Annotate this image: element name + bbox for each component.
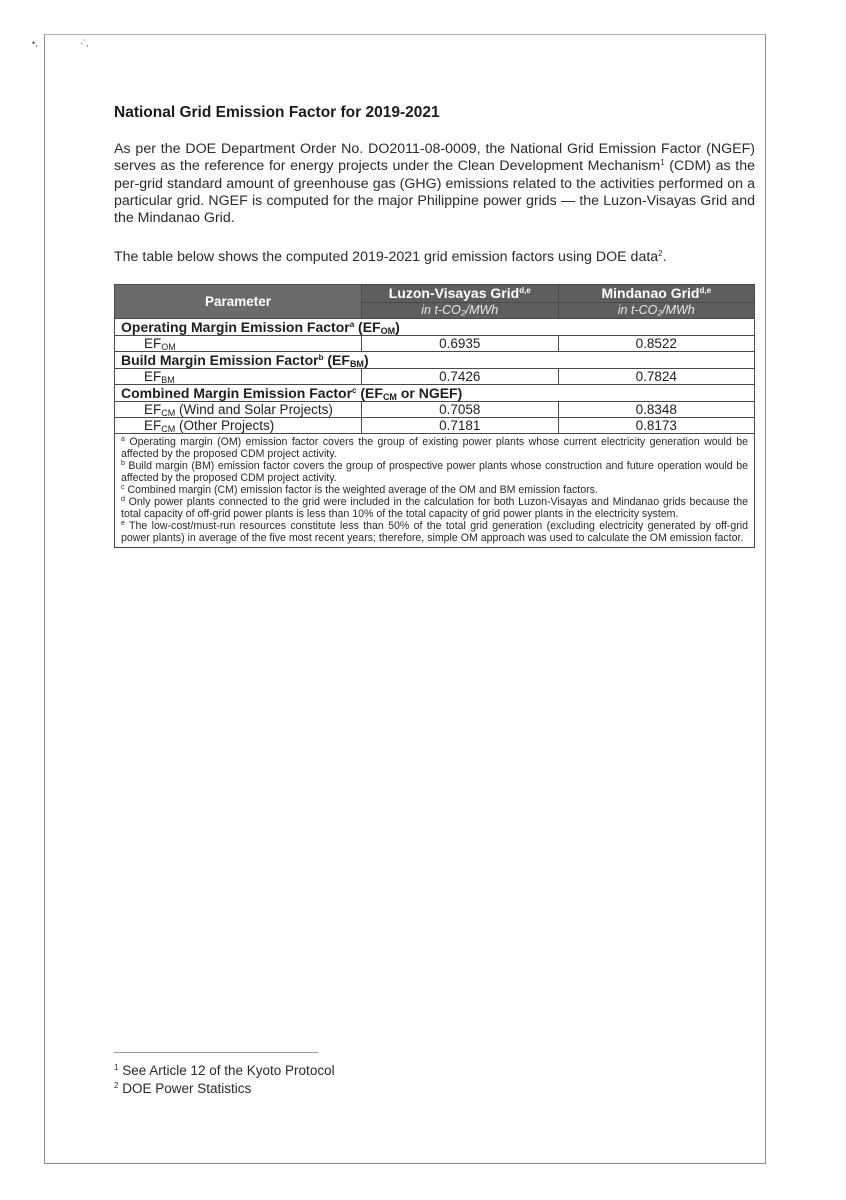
section-row-bm: [115, 352, 755, 369]
grid-name: Luzon-Visayas Grid: [388, 285, 520, 301]
footnote-ref-2: 2: [658, 249, 663, 258]
row-label-ef-om: [115, 336, 362, 352]
header-mindanao: [558, 285, 755, 303]
section-sup: c: [352, 385, 357, 395]
section-paren-open: (EF: [354, 318, 381, 335]
value-mn-cm-ws: 0.8348: [558, 402, 755, 418]
footnote-1: [114, 1063, 335, 1078]
section-title-om: [115, 319, 755, 336]
section-paren-open: (EF: [356, 384, 383, 401]
note-d: [121, 496, 748, 520]
table-row: [115, 418, 755, 434]
section-paren-close: ): [395, 318, 400, 335]
table-intro-end: .: [662, 249, 667, 265]
ef-sub: CM: [161, 408, 176, 418]
note-text: The low-cost/must-run resources constitute less than 50% of the total grid generation (excluding electricity generated by off-grid power plants) in average of the five most recent years; therefore, simple OM approach was used to calculate the OM emission factor.: [121, 520, 748, 544]
section-paren-close: ): [363, 351, 369, 368]
header-parameter: Parameter: [115, 285, 362, 319]
footnote-divider: [114, 1052, 318, 1053]
ef-text: EF: [144, 369, 162, 384]
section-paren-close: or NGEF): [396, 384, 463, 401]
note-a: [121, 436, 748, 460]
note-text: Combined margin (CM) emission factor is the weighted average of the OM and BM emission factors.: [124, 484, 598, 496]
note-text: Build margin (BM) emission factor covers the group of prospective power plants whose construction and future operation would be affected by the proposed CDM project activity.: [121, 460, 748, 484]
ef-suffix: (Other Projects): [175, 418, 275, 433]
grid-name: Mindanao Grid: [601, 285, 700, 301]
emission-factor-table: [114, 284, 755, 548]
ef-text: EF: [144, 418, 162, 433]
intro-text-1: As per the DOE Department Order No. DO2011-08-0009, the National Grid Emission Factor (NGEF) serves as the reference for energy projects under the Clean Development Mechanism: [114, 141, 755, 175]
note-mark: c: [121, 484, 125, 491]
note-c: [121, 484, 748, 496]
header-luzon-visayas: [362, 285, 559, 303]
table-row: [115, 369, 755, 385]
section-title-text: Build Margin Emission Factor: [121, 351, 319, 368]
scan-artifact: ·ʾ,: [80, 38, 89, 48]
table-intro-paragraph: [114, 249, 755, 266]
footnote-text: DOE Power Statistics: [118, 1081, 252, 1096]
footnote-2: [114, 1081, 251, 1096]
table-row: [115, 402, 755, 418]
value-lv-bm: 0.7426: [362, 369, 559, 385]
value-lv-om: 0.6935: [362, 336, 559, 352]
note-text: Operating margin (OM) emission factor covers the group of existing power plants whose current electricity generation would be affected by the proposed CDM project activity.: [121, 436, 748, 460]
notes-row: [115, 434, 755, 548]
grid-sup: d,e: [519, 286, 531, 295]
section-sup: a: [349, 319, 355, 329]
intro-paragraph: [114, 141, 755, 227]
ef-sub: OM: [161, 342, 176, 352]
section-sub: CM: [382, 391, 397, 402]
note-b: [121, 460, 748, 484]
footnote-ref-1: 1: [660, 158, 665, 168]
section-sub: BM: [349, 358, 364, 369]
unit-luzon-visayas: in t-CO₂/MWh: [362, 303, 559, 319]
value-mn-om: 0.8522: [558, 336, 755, 352]
intro-text-2: (CDM) as the per-grid standard amount of greenhouse gas (GHG) emissions related to the activities performed on a particular grid. NGEF is computed for the major Philippine power grids — the Luzon-Visayas Grid and the Mindanao Grid.: [114, 158, 755, 227]
section-title-text: Combined Margin Emission Factor: [121, 384, 353, 401]
table-intro-text: The table below shows the computed 2019-2021 grid emission factors using DOE data: [114, 249, 659, 265]
value-mn-bm: 0.7824: [558, 369, 755, 385]
section-title-bm: [115, 352, 755, 369]
ef-sub: CM: [161, 424, 176, 434]
footnote-text: See Article 12 of the Kyoto Protocol: [118, 1063, 335, 1078]
note-mark: b: [121, 460, 125, 467]
section-paren-open: (EF: [323, 351, 350, 368]
note-e: [121, 520, 748, 544]
value-mn-cm-other: 0.8173: [558, 418, 755, 434]
section-row-cm: [115, 385, 755, 402]
note-mark: a: [121, 436, 125, 443]
note-text: Only power plants connected to the grid were included in the calculation for both Luzon-Visayas and Mindanao grids because the total capacity of off-grid power plants is less than 10% of the total capacity of grid power plants in the electricity system.: [121, 496, 748, 520]
section-title-text: Operating Margin Emission Factor: [121, 318, 350, 335]
value-lv-cm-other: 0.7181: [362, 418, 559, 434]
unit-mindanao: in t-CO₂/MWh: [558, 303, 755, 319]
table-row: [115, 336, 755, 352]
row-label-ef-cm-wind-solar: [115, 402, 362, 418]
footnote-mark: 1: [114, 1063, 119, 1072]
section-row-om: [115, 319, 755, 336]
footnote-mark: 2: [114, 1081, 119, 1090]
section-sub: OM: [380, 325, 396, 336]
page-title: National Grid Emission Factor for 2019-2021: [114, 104, 440, 121]
grid-sup: d,e: [699, 286, 712, 295]
ef-suffix: (Wind and Solar Projects): [175, 402, 333, 417]
note-mark: d: [121, 496, 125, 503]
row-label-ef-bm: [115, 369, 362, 385]
note-mark: e: [121, 520, 125, 527]
section-sup: b: [318, 352, 324, 362]
ef-text: EF: [144, 336, 162, 351]
ef-sub: BM: [161, 375, 175, 385]
value-lv-cm-ws: 0.7058: [362, 402, 559, 418]
table-notes: [115, 434, 755, 548]
ef-text: EF: [144, 402, 162, 417]
scan-artifact: •,: [32, 38, 38, 48]
section-title-cm: [115, 385, 755, 402]
row-label-ef-cm-other: [115, 418, 362, 434]
